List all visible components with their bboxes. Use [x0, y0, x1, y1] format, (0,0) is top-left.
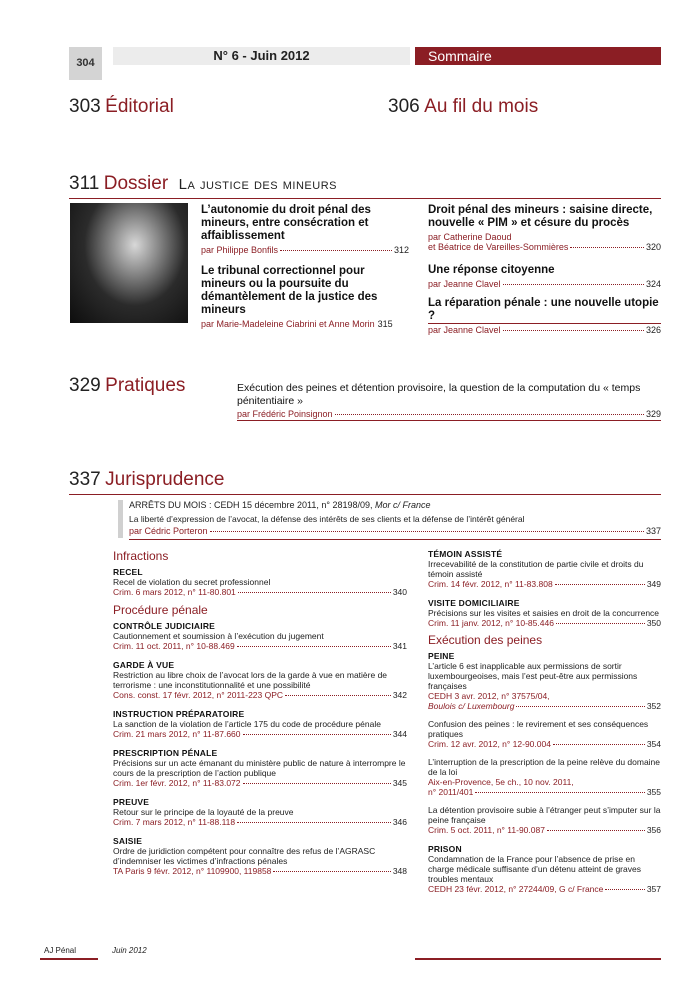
- pratiques-article[interactable]: [237, 382, 661, 419]
- entry-ref-first: CEDH 3 avr. 2012, n° 37575/04,: [428, 691, 550, 701]
- entry-ref: Crim. 6 mars 2012, n° 11-80.801: [113, 587, 236, 597]
- leader-dots: [547, 830, 645, 831]
- pratiques-num: 329: [69, 375, 101, 396]
- entry-page: 355: [646, 787, 661, 797]
- entry-ref: CEDH 23 févr. 2012, n° 27244/09, G c/ France: [428, 884, 604, 894]
- entry-desc: La sanction de la violation de l’article 175 du code de procédure pénale: [113, 719, 381, 729]
- entry-subject: INSTRUCTION PRÉPARATOIRE: [113, 709, 245, 719]
- leader-dots: [238, 592, 391, 593]
- entry-desc: Cautionnement et soumission à l’exécution du jugement: [113, 631, 324, 641]
- leader-dots: [210, 531, 644, 532]
- dossier-heading[interactable]: [69, 173, 337, 195]
- entry-prescription[interactable]: [113, 748, 407, 788]
- entry-peine[interactable]: [428, 651, 661, 711]
- entry-ref-line: [113, 866, 407, 876]
- jurisprudence-num: 337: [69, 469, 101, 490]
- entry-preuve[interactable]: [113, 797, 407, 827]
- entry-ref: n° 2011/401: [428, 787, 474, 797]
- page-number: 304: [69, 47, 102, 80]
- footer-rule-right: [415, 958, 661, 960]
- entry-page: 354: [646, 739, 661, 749]
- arret-du-mois[interactable]: [129, 500, 661, 536]
- dossier-article-2[interactable]: [201, 265, 409, 329]
- entry-ref-line: [428, 618, 661, 628]
- entry-ref-first: Aix-en-Provence, 5e ch., 10 nov. 2011,: [428, 777, 574, 787]
- leader-dots: [503, 330, 644, 331]
- entry-desc: Confusion des peines : le revirement et ses conséquences pratiques: [428, 719, 649, 739]
- entry-ref-line: [113, 641, 407, 651]
- dossier-article-4[interactable]: [428, 264, 661, 289]
- entry-saisie[interactable]: [113, 836, 407, 876]
- entry-page: 348: [392, 866, 407, 876]
- entry-page: 349: [646, 579, 661, 589]
- entry-ref: Crim. 12 avr. 2012, n° 12-90.004: [428, 739, 551, 749]
- entry-desc: L’article 6 est inapplicable aux permissions de sortir luxembourgeoises, mais l’est peut-être aux permissions françaises: [428, 661, 638, 691]
- entry-controle[interactable]: [113, 621, 407, 651]
- entry-ref-line: [113, 587, 407, 597]
- pratiques-page: 329: [645, 409, 661, 419]
- entry-subject: PEINE: [428, 651, 455, 661]
- dossier-article-1[interactable]: [201, 204, 409, 255]
- pratiques-text: Exécution des peines et détention provisoire, la question de la computation du « temps pénitentiaire »: [237, 382, 641, 407]
- entry-recel[interactable]: [113, 567, 407, 597]
- arret-byline: [129, 526, 661, 536]
- entry-confusion[interactable]: [428, 719, 661, 749]
- article-byline: [428, 279, 661, 289]
- entry-garde[interactable]: [113, 660, 407, 700]
- article-title: L’autonomie du droit pénal des mineurs, entre consécration et affaiblissement: [201, 204, 371, 242]
- jurisprudence-rule: [69, 494, 661, 495]
- entry-page: 350: [646, 618, 661, 628]
- entry-subject: PREUVE: [113, 797, 150, 807]
- sommaire-title: Sommaire: [415, 47, 661, 65]
- leader-dots: [273, 871, 390, 872]
- entry-desc: Recel de violation du secret professionnel: [113, 577, 271, 587]
- arret-side-bar: [118, 500, 123, 538]
- entry-desc: Irrecevabilité de la constitution de partie civile et droits du témoin assisté: [428, 559, 644, 579]
- article-author: et Béatrice de Vareilles-Sommières: [428, 242, 569, 252]
- entry-ref-line: [428, 579, 661, 589]
- entry-prison[interactable]: [428, 844, 661, 894]
- entry-page: 341: [392, 641, 407, 651]
- entry-ref: TA Paris 9 févr. 2012, n° 1109900, 119858: [113, 866, 272, 876]
- arret-label-line: [129, 500, 661, 510]
- entry-ref: Crim. 5 oct. 2011, n° 11-90.087: [428, 825, 545, 835]
- pratiques-heading[interactable]: [69, 375, 185, 397]
- entry-desc: Retour sur le principe de la loyauté de la preuve: [113, 807, 294, 817]
- entry-ref: Boulois c/ Luxembourg: [428, 701, 515, 711]
- entry-ref-line: [113, 690, 407, 700]
- dossier-right-rule: [428, 323, 661, 324]
- article-author: par Jeanne Clavel: [428, 279, 501, 289]
- leader-dots: [570, 247, 644, 248]
- dossier-num: 311: [69, 173, 100, 194]
- entry-ref: Crim. 11 oct. 2011, n° 10-88.469: [113, 641, 235, 651]
- arret-text: La liberté d’expression de l’avocat, la défense des intérêts de ses clients et la défense de l’intérêt général: [129, 514, 525, 524]
- article-byline: [428, 242, 661, 252]
- entry-ref: Cons. const. 17 févr. 2012, n° 2011-223 QPC: [113, 690, 284, 700]
- entry-subject: SAISIE: [113, 836, 143, 846]
- entry-subject: GARDE À VUE: [113, 660, 175, 670]
- entry-ref: Crim. 11 janv. 2012, n° 10-85.446: [428, 618, 554, 628]
- editorial-heading[interactable]: [69, 96, 174, 118]
- entry-desc: L’interruption de la prescription de la peine relève du domaine de la loi: [428, 757, 661, 777]
- leader-dots: [555, 584, 645, 585]
- dossier-subtitle: La justice des mineurs: [178, 176, 337, 193]
- leader-dots: [237, 822, 391, 823]
- entry-page: 344: [392, 729, 407, 739]
- entry-detention[interactable]: [428, 805, 661, 835]
- article-author: par Marie-Madeleine Ciabrini et Anne Morin: [201, 319, 375, 329]
- editorial-num: 303: [69, 96, 101, 117]
- pratiques-rule: [237, 420, 661, 421]
- entry-temoin[interactable]: [428, 549, 661, 589]
- entry-subject: CONTRÔLE JUDICIAIRE: [113, 621, 216, 631]
- article-page: 320: [645, 242, 661, 252]
- entry-desc: Ordre de juridiction compétent pour connaître des refus de l’AGRASC d’indemniser les victimes d’infractions pénales: [113, 846, 376, 866]
- entry-visite[interactable]: [428, 598, 661, 628]
- entry-ref: Crim. 14 févr. 2012, n° 11-83.808: [428, 579, 553, 589]
- entry-interruption[interactable]: [428, 757, 661, 797]
- right-column: [428, 549, 661, 894]
- entry-subject: TÉMOIN ASSISTÉ: [428, 549, 503, 559]
- article-page: 326: [645, 325, 661, 335]
- article-author: par Jeanne Clavel: [428, 325, 501, 335]
- entry-ref-line: [113, 778, 407, 788]
- entry-ref-line: [428, 739, 661, 749]
- arret-rule: [129, 539, 661, 540]
- leader-dots: [516, 706, 644, 707]
- entry-page: 356: [646, 825, 661, 835]
- arret-page: 337: [645, 526, 661, 536]
- dossier-article-5[interactable]: [428, 297, 661, 335]
- article-page: 312: [393, 245, 409, 255]
- leader-dots: [243, 783, 391, 784]
- entry-subject: PRESCRIPTION PÉNALE: [113, 748, 218, 758]
- au-fil-heading[interactable]: [388, 96, 538, 118]
- entry-subject: PRISON: [428, 844, 462, 854]
- category-infractions: Infractions: [113, 549, 169, 563]
- entry-ref-line: [428, 787, 661, 797]
- entry-instruction[interactable]: [113, 709, 407, 739]
- au-fil-num: 306: [388, 96, 420, 117]
- entry-page: 346: [392, 817, 407, 827]
- editorial-title: Éditorial: [105, 96, 174, 117]
- entry-desc: La détention provisoire subie à l’étranger peut s’imputer sur la peine française: [428, 805, 661, 825]
- leader-dots: [285, 695, 391, 696]
- entry-ref-line: [428, 825, 661, 835]
- entry-ref: Crim. 1er févr. 2012, n° 11-83.072: [113, 778, 241, 788]
- leader-dots: [503, 284, 644, 285]
- entry-ref-line: [113, 729, 407, 739]
- article-title: Droit pénal des mineurs : saisine directe, nouvelle « PIM » et césure du procès: [428, 204, 653, 229]
- entry-desc: Condamnation de la France pour l’absence de prise en charge médicale suffisante d’un détenu atteint de graves troubles mentaux: [428, 854, 641, 884]
- leader-dots: [280, 250, 392, 251]
- entry-desc: Restriction au libre choix de l’avocat lors de la garde à vue en matière de terrorisme : une inconstitutionnalité et une possibilité: [113, 670, 388, 690]
- article-title: La réparation pénale : une nouvelle utopie ?: [428, 297, 659, 322]
- entry-desc: Précisions sur un acte émanant du ministère public de nature à interrompre le cours de la prescription de l’action publique: [113, 758, 406, 778]
- article-author: par Philippe Bonfils: [201, 245, 279, 255]
- entry-ref-line: [428, 701, 661, 711]
- article-page: 315: [377, 319, 393, 329]
- entry-ref: Crim. 7 mars 2012, n° 11-88.118: [113, 817, 236, 827]
- entry-desc: Précisions sur les visites et saisies en droit de la concurrence: [428, 608, 660, 618]
- arret-author: par Cédric Porteron: [129, 526, 208, 536]
- entry-page: 345: [392, 778, 407, 788]
- article-byline: [201, 245, 409, 255]
- leader-dots: [335, 414, 644, 415]
- dossier-article-3[interactable]: [428, 204, 661, 252]
- entry-ref-line: [113, 817, 407, 827]
- article-title: Une réponse citoyenne: [428, 264, 555, 276]
- leader-dots: [553, 744, 645, 745]
- jurisprudence-title: Jurisprudence: [105, 469, 225, 490]
- dossier-photo: [70, 203, 188, 323]
- au-fil-title: Au fil du mois: [424, 96, 539, 117]
- jurisprudence-heading[interactable]: [69, 469, 225, 491]
- pratiques-author: par Frédéric Poinsignon: [237, 409, 333, 419]
- article-author-line1: par Catherine Daoud: [428, 232, 512, 242]
- dossier-rule: [69, 198, 661, 199]
- category-procedure: Procédure pénale: [113, 603, 208, 617]
- footer-rule-left: [40, 958, 98, 960]
- entry-page: 357: [646, 884, 661, 894]
- article-title: Le tribunal correctionnel pour mineurs ou la poursuite du démantèlement de la justice des mineurs: [201, 265, 378, 316]
- leader-dots: [475, 792, 645, 793]
- entry-ref: Crim. 21 mars 2012, n° 11-87.660: [113, 729, 241, 739]
- leader-dots: [243, 734, 391, 735]
- pratiques-title: Pratiques: [105, 375, 186, 396]
- pratiques-byline: [237, 409, 661, 419]
- footer-journal: AJ Pénal: [44, 946, 77, 955]
- dossier-title: Dossier: [103, 173, 169, 194]
- entry-ref-line: [428, 884, 661, 894]
- issue-label: N° 6 - Juin 2012: [113, 47, 410, 65]
- article-page: 324: [645, 279, 661, 289]
- left-column: [113, 549, 407, 876]
- leader-dots: [237, 646, 391, 647]
- article-byline: [428, 325, 661, 335]
- entry-page: 352: [646, 701, 661, 711]
- entry-page: 342: [392, 690, 407, 700]
- leader-dots: [556, 623, 645, 624]
- entry-page: 340: [392, 587, 407, 597]
- entry-subject: VISITE DOMICILIAIRE: [428, 598, 520, 608]
- article-byline: [201, 319, 409, 329]
- arret-label: ARRÊTS DU MOIS : CEDH 15 décembre 2011, n° 28198/09,: [129, 500, 376, 510]
- entry-subject: RECEL: [113, 567, 143, 577]
- category-execution: Exécution des peines: [428, 633, 543, 647]
- footer-date: Juin 2012: [112, 946, 147, 955]
- leader-dots: [605, 889, 644, 890]
- arret-case: Mor c/ France: [375, 500, 431, 510]
